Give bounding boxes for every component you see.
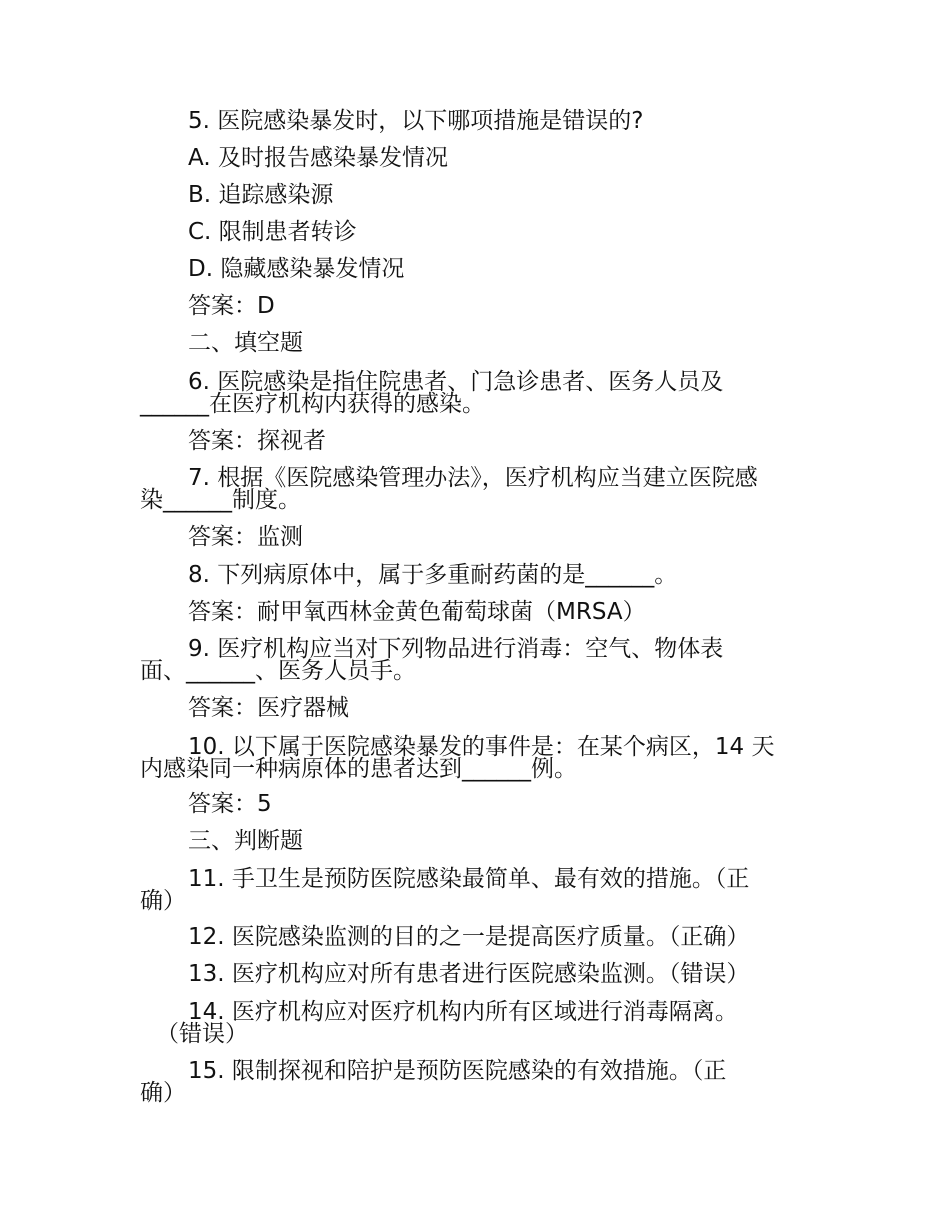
question-7-line1: 7. 根据《医院感染管理办法》，医疗机构应当建立医院感 <box>188 465 758 491</box>
answer-7: 答案：监测 <box>188 524 303 550</box>
question-11-line2: 确） <box>140 888 186 914</box>
question-7-line2: 染______制度。 <box>140 487 301 513</box>
question-14-line1: 14. 医疗机构应对医疗机构内所有区域进行消毒隔离。 <box>188 999 738 1025</box>
option-a: A. 及时报告感染暴发情况 <box>188 145 448 171</box>
option-c: C. 限制患者转诊 <box>188 219 357 245</box>
question-8: 8. 下列病原体中，属于多重耐药菌的是______。 <box>188 562 678 588</box>
question-12: 12. 医院感染监测的目的之一是提高医疗质量。（正确） <box>188 924 750 950</box>
section-fill-in: 二、填空题 <box>188 330 303 356</box>
question-10-line2: 内感染同一种病原体的患者达到______例。 <box>140 756 577 782</box>
answer-8: 答案：耐甲氧西林金黄色葡萄球菌（MRSA） <box>188 599 646 625</box>
question-6-line1: 6. 医院感染是指住院患者、门急诊患者、医务人员及 <box>188 369 724 395</box>
option-b: B. 追踪感染源 <box>188 182 334 208</box>
question-11-line1: 11. 手卫生是预防医院感染最简单、最有效的措施。（正 <box>188 866 750 892</box>
option-d: D. 隐藏感染暴发情况 <box>188 256 405 282</box>
answer-10: 答案：5 <box>188 791 272 817</box>
question-10-line1: 10. 以下属于医院感染暴发的事件是：在某个病区，14 天 <box>188 734 775 760</box>
question-9-line1: 9. 医疗机构应当对下列物品进行消毒：空气、物体表 <box>188 636 724 662</box>
question-13: 13. 医疗机构应对所有患者进行医院感染监测。（错误） <box>188 961 750 987</box>
answer-9: 答案：医疗器械 <box>188 695 349 721</box>
question-9-line2: 面、______、医务人员手。 <box>140 658 416 684</box>
question-5: 5. 医院感染暴发时，以下哪项措施是错误的? <box>188 108 644 134</box>
answer-6: 答案：探视者 <box>188 428 326 454</box>
question-15-line1: 15. 限制探视和陪护是预防医院感染的有效措施。（正 <box>188 1058 727 1084</box>
section-true-false: 三、判断题 <box>188 828 303 854</box>
question-14-line2: （错误） <box>156 1021 248 1047</box>
answer-5: 答案：D <box>188 293 275 319</box>
question-15-line2: 确） <box>140 1080 186 1106</box>
question-6-line2: ______在医疗机构内获得的感染。 <box>140 391 485 417</box>
